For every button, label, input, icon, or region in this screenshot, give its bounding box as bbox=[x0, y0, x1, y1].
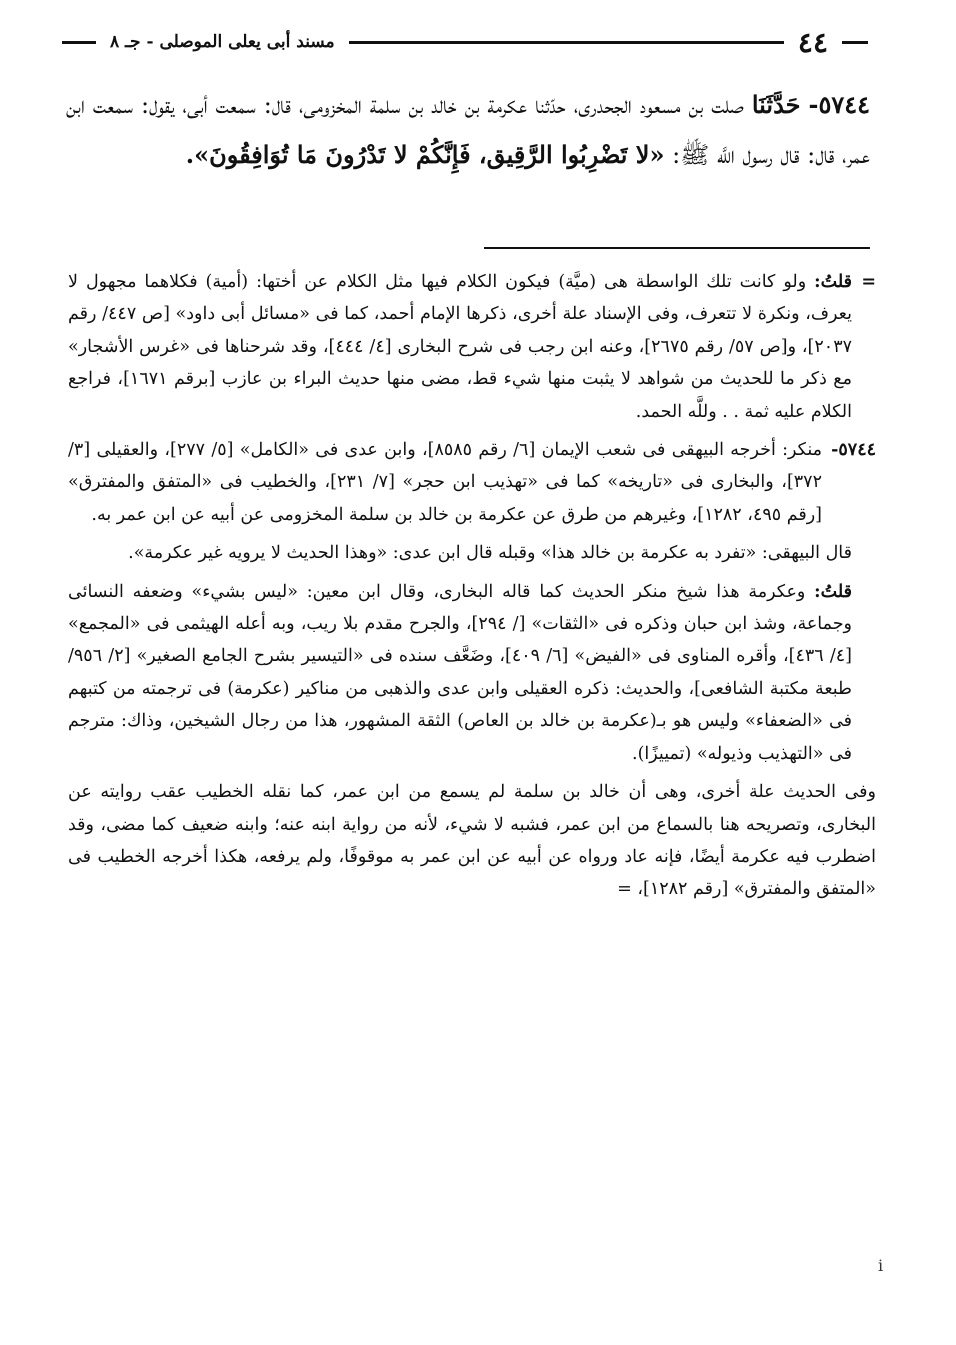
footnote-5744 bbox=[68, 434, 876, 531]
footnote-paragraph-3: وعكرمة هذا شيخ منكر الحديث كما قاله البخارى، وقال ابن معين: «ليس بشيء» وضعفه النسائى وجماعة، وشذ ابن حبان وذكره فى «الثقات» [/ ٢٩٤]، والجرح مقدم بلا ريب، وبه أعله الهيثمى فى «المجمع» [٤/ ٤٣٦]، وأقره المناوى فى «الفيض» [٦/ ٤٠٩]، وضَعَّف سنده فى «التيسير بشرح الجامع الصغير» [٢/ ٩٥٦/ طبعة مكتبة الشافعى]، والحديث: ذكره العقيلى وابن عدى والذهبى من مناكير (عكرمة) فى ترجمته من كتبهم فى «الضعفاء» وليس هو بـ(عكرمة بن خالد بن العاص) الثقة المشهور، هذا من رجال الشيخين، وذاك: مترجم فى «التهذيب وذيوله» (تمييزًا). bbox=[68, 581, 853, 764]
book-title: مسند أبى يعلى الموصلى - جـ ٨ bbox=[110, 32, 335, 52]
footnote-paragraph-1: منكر: أخرجه البيهقى فى شعب الإيمان [٦/ رقم ٨٥٨٥]، وابن عدى فى «الكامل» [٥/ ٢٧٧]، والعقيلى [٣/ ٣٧٢]، والبخارى فى «تاريخه» كما فى «تهذيب ابن حجر» [٧/ ٢٣١]، والخطيب فى «المتفق والمفترق» [رقم ٤٩٥، ١٢٨٢]، وغيرهم من طرق عن عكرمة بن خالد بن سلمة المخزومى عن أبيه عن ابن عمر به. bbox=[68, 440, 822, 525]
footnote-paragraph-2-block bbox=[68, 537, 876, 569]
footnote-separator bbox=[484, 247, 870, 249]
footnote-paragraph-3-block bbox=[68, 576, 876, 770]
page-number: ٤٤ bbox=[797, 25, 828, 59]
footnote-number: ٥٧٤٤- bbox=[831, 440, 876, 461]
header-rule bbox=[349, 41, 784, 44]
continuation-marker: = bbox=[861, 272, 876, 292]
hadith-number: ٥٧٤٤- bbox=[808, 90, 870, 119]
continuation-text: ولو كانت تلك الواسطة هى (ميَّة) فيكون الكلام فيها مثل الكلام عن أختها: (أمية) فكلاهما مجهول لا يعرف، ونكرة لا تتعرف، وفى الإسناد علة أخرى، ذكرها الإمام أحمد، كما فى «مسائل أبى داود» [ص ٤٤٧/ رقم ٢٠٣٧]، و[ص ٥٧/ رقم ٢٦٧٥]، وعنه ابن رجب فى شرح البخارى [٤/ ٤٤٤]، وقد شرحناها فى «غرس الأشجار» مع ذكر ما للحديث من شواهد لا يثبت منها شيء قط، مضى منها حديث البراء بن عازب [برقم ١٦٧١]، فراجع الكلام عليه ثمة . . وللَّه الحمد. bbox=[68, 272, 852, 422]
continuation-lead: قلتُ: bbox=[814, 272, 852, 292]
footnote-paragraph-4: وفى الحديث علة أخرى، وهى أن خالد بن سلمة لم يسمع من ابن عمر، كما نقله الخطيب عقب روايته عن البخارى، وتصريحه هنا بالسماع من ابن عمر، فشبه لا شيء، لأنه من رواية ابنه عنه؛ وابنه ضعيف كما مضى، وقد اضطرب فيه عكرمة أيضًا، فإنه عاد ورواه عن أبيه عن ابن عمر به موقوفًا، ولم يرفعه، هكذا أخرجه الخطيب فى «المتفق والمفترق» [رقم ١٢٨٢]، = bbox=[68, 782, 876, 900]
hadith-text bbox=[66, 80, 870, 180]
haddathana-word: حَدَّثَنَا bbox=[751, 90, 801, 119]
header-dash-right bbox=[842, 41, 868, 44]
footnote-paragraph-4-block bbox=[68, 776, 876, 906]
page-edge-mark: i bbox=[878, 1256, 884, 1275]
hadith-isnad: صلت بن مسعود الجحدرى، حدّثنا عكرمة بن خالد بن سلمة المخزومى، قال: سمعت أبى، يقول: سمعت ابن عمر، قال: قال رسول اللَّه ﷺ: bbox=[66, 91, 870, 169]
footnote-paragraph-3-lead: قلتُ: bbox=[814, 581, 852, 602]
footnotes-section bbox=[68, 266, 876, 912]
running-header bbox=[62, 24, 868, 60]
hadith-matn: «لا تَضْرِبُوا الرَّقِيق، فَإِنَّكُمْ لا تَدْرُونَ مَا تُوَافِقُونَ». bbox=[185, 140, 665, 169]
header-dash-left bbox=[62, 41, 96, 44]
footnote-paragraph-2: قال البيهقى: «تفرد به عكرمة بن خالد هذا» وقبله قال ابن عدى: «وهذا الحديث لا يرويه غير عكرمة». bbox=[128, 543, 852, 564]
footnote-continuation bbox=[68, 266, 876, 428]
